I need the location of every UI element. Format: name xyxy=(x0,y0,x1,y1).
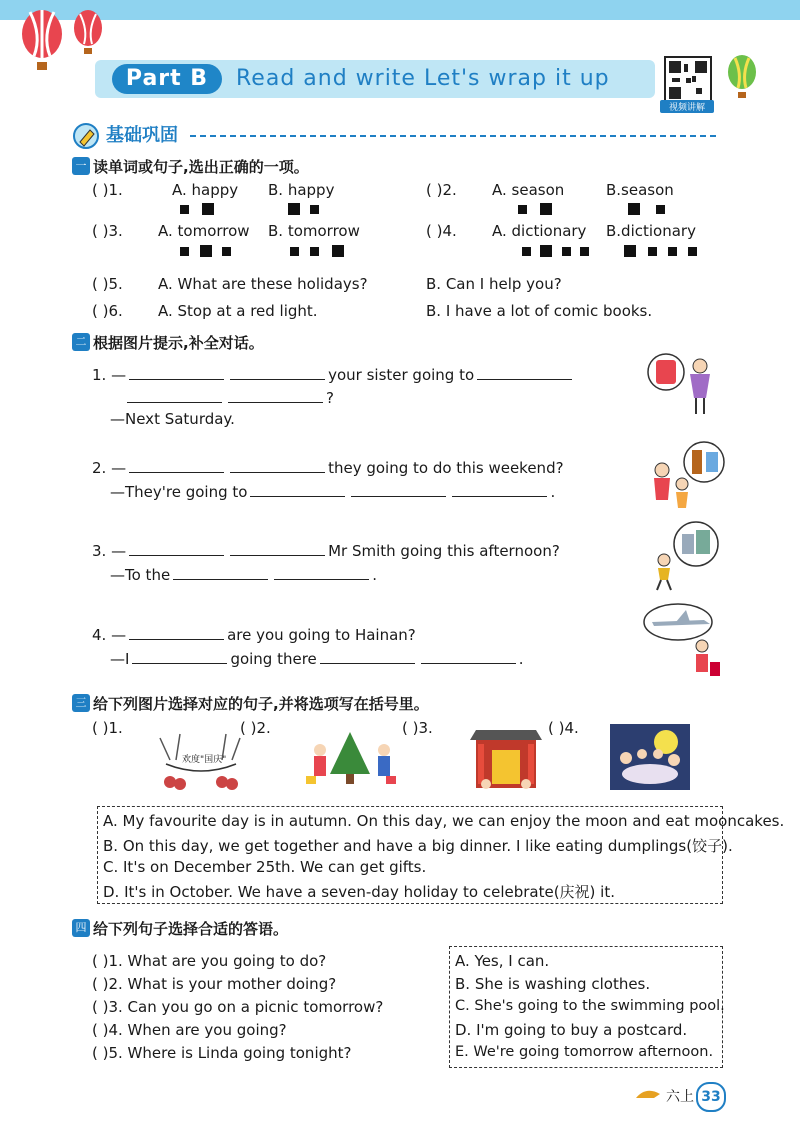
option-a: A. My favourite day is in autumn. On this day, we can enjoy the moon and eat mooncakes. xyxy=(103,812,785,830)
picture-label: ( )1. xyxy=(92,719,123,737)
dialog4-line-a: 4. — are you going to Hainan? xyxy=(92,626,416,644)
stress-mark xyxy=(310,247,319,256)
man-walking-illustration xyxy=(648,520,728,592)
stress-mark xyxy=(580,247,589,256)
stress-mark xyxy=(540,245,552,257)
stress-mark xyxy=(290,247,299,256)
section-number: 四 xyxy=(72,919,90,937)
picture-label: ( )3. xyxy=(402,719,433,737)
answer-blank[interactable] xyxy=(173,565,268,580)
section-number: 三 xyxy=(72,694,90,712)
stress-mark xyxy=(624,245,636,257)
answer-blank[interactable] xyxy=(351,482,446,497)
qr-code-icon[interactable] xyxy=(664,56,712,104)
answer-option: C. She's going to the swimming pool. xyxy=(455,998,725,1014)
stress-mark xyxy=(540,203,552,215)
grade-label: 六上 xyxy=(666,1089,694,1105)
answer-blank[interactable] xyxy=(320,649,415,664)
stress-mark xyxy=(522,247,531,256)
divider xyxy=(190,135,720,137)
stress-mark xyxy=(628,203,640,215)
section-number: 一 xyxy=(72,157,90,175)
answer-blank[interactable] xyxy=(274,565,369,580)
answer-option: E. We're going tomorrow afternoon. xyxy=(455,1044,714,1060)
stress-mark xyxy=(310,205,319,214)
answer-blank[interactable] xyxy=(250,482,345,497)
stress-mark xyxy=(562,247,571,256)
qr-caption: 视频讲解 xyxy=(660,100,714,113)
q2-option-b: B.season xyxy=(606,181,674,199)
airplane-traveler-illustration xyxy=(640,602,724,682)
answer-blank[interactable] xyxy=(230,541,325,556)
answer-blank[interactable] xyxy=(228,388,323,403)
top-banner xyxy=(0,0,800,20)
answer-blank[interactable] xyxy=(129,365,224,380)
stress-mark xyxy=(518,205,527,214)
answer-blank[interactable] xyxy=(230,365,325,380)
mid-autumn-picture xyxy=(610,724,690,790)
section-title: 给下列句子选择合适的答语。 xyxy=(93,920,289,938)
section-number: 二 xyxy=(72,333,90,351)
dialog1-line-a2: ? xyxy=(124,388,334,407)
option-d: D. It's in October. We have a seven-day holiday to celebrate(庆祝) it. xyxy=(103,883,615,901)
q6-number: ( )6. xyxy=(92,302,123,320)
answer-option: D. I'm going to buy a postcard. xyxy=(455,1021,688,1039)
q4-number: ( )4. xyxy=(426,222,457,240)
option-c: C. It's on December 25th. We can get gifts. xyxy=(103,858,427,876)
section-title: 根据图片提示,补全对话。 xyxy=(93,334,264,352)
dialog4-line-b: —I going there . xyxy=(110,650,524,668)
stress-mark xyxy=(222,247,231,256)
bird-icon xyxy=(634,1084,664,1104)
picture-label: ( )4. xyxy=(548,719,579,737)
q6-option-a: A. Stop at a red light. xyxy=(158,302,318,320)
question-item: ( )3. Can you go on a picnic tomorrow? xyxy=(92,998,384,1016)
dialog2-line-b: —They're going to . xyxy=(110,483,556,501)
answer-blank[interactable] xyxy=(129,541,224,556)
family-illustration xyxy=(648,440,728,510)
dialog1-line-a: 1. — your sister going to xyxy=(92,365,575,384)
q1-option-b: B. happy xyxy=(268,181,335,199)
answer-blank[interactable] xyxy=(421,649,516,664)
section-title: 读单词或句子,选出正确的一项。 xyxy=(93,158,309,176)
answer-blank[interactable] xyxy=(230,458,325,473)
answer-blank[interactable] xyxy=(132,649,227,664)
page-number: 33 xyxy=(696,1082,726,1112)
answer-option: A. Yes, I can. xyxy=(455,952,550,970)
dialog2-line-a: 2. — they going to do this weekend? xyxy=(92,459,564,477)
christmas-picture xyxy=(300,728,400,786)
stress-mark xyxy=(648,247,657,256)
question-item: ( )1. What are you going to do? xyxy=(92,952,327,970)
suitcase-girl-illustration xyxy=(644,352,724,422)
q5-option-a: A. What are these holidays? xyxy=(158,275,368,293)
section-title: 给下列图片选择对应的句子,并将选项写在括号里。 xyxy=(93,695,429,713)
stress-mark xyxy=(180,205,189,214)
answer-blank[interactable] xyxy=(477,365,572,380)
pencil-icon xyxy=(72,122,104,150)
q3-option-b: B. tomorrow xyxy=(268,222,360,240)
stress-mark xyxy=(332,245,344,257)
option-b: B. On this day, we get together and have a big dinner. I like eating dumplings(饺子). xyxy=(103,837,733,855)
part-label: Part B xyxy=(112,64,222,94)
picture-label: ( )2. xyxy=(240,719,271,737)
question-item: ( )2. What is your mother doing? xyxy=(92,975,337,993)
dialog3-line-b: —To the . xyxy=(110,566,377,584)
answer-blank[interactable] xyxy=(127,388,222,403)
stress-mark xyxy=(200,245,212,257)
q5-option-b: B. Can I help you? xyxy=(426,275,562,293)
dialog3-line-a: 3. — Mr Smith going this afternoon? xyxy=(92,542,560,560)
question-item: ( )4. When are you going? xyxy=(92,1021,287,1039)
q4-option-a: A. dictionary xyxy=(492,222,587,240)
answer-blank[interactable] xyxy=(129,458,224,473)
balloon-icon xyxy=(722,54,762,104)
answer-blank[interactable] xyxy=(452,482,547,497)
q3-option-a: A. tomorrow xyxy=(158,222,250,240)
stress-mark xyxy=(668,247,677,256)
q3-number: ( )3. xyxy=(92,222,123,240)
answer-blank[interactable] xyxy=(129,625,224,640)
stress-mark xyxy=(202,203,214,215)
q4-option-b: B.dictionary xyxy=(606,222,696,240)
section-banner-title: 基础巩固 xyxy=(106,125,178,146)
stress-mark xyxy=(656,205,665,214)
dialog1-line-b: —Next Saturday. xyxy=(110,410,235,428)
q2-option-a: A. season xyxy=(492,181,565,199)
answer-option: B. She is washing clothes. xyxy=(455,975,651,993)
national-day-picture xyxy=(156,730,246,790)
stress-mark xyxy=(688,247,697,256)
page-title: Read and write Let's wrap it up xyxy=(236,66,610,91)
stress-mark xyxy=(180,247,189,256)
q1-number: ( )1. xyxy=(92,181,123,199)
q2-number: ( )2. xyxy=(426,181,457,199)
q5-number: ( )5. xyxy=(92,275,123,293)
spring-festival-picture xyxy=(466,726,546,794)
banner-text: 欢度"国庆" xyxy=(182,755,227,765)
q6-option-b: B. I have a lot of comic books. xyxy=(426,302,653,320)
stress-mark xyxy=(288,203,300,215)
q1-option-a: A. happy xyxy=(172,181,239,199)
question-item: ( )5. Where is Linda going tonight? xyxy=(92,1044,352,1062)
